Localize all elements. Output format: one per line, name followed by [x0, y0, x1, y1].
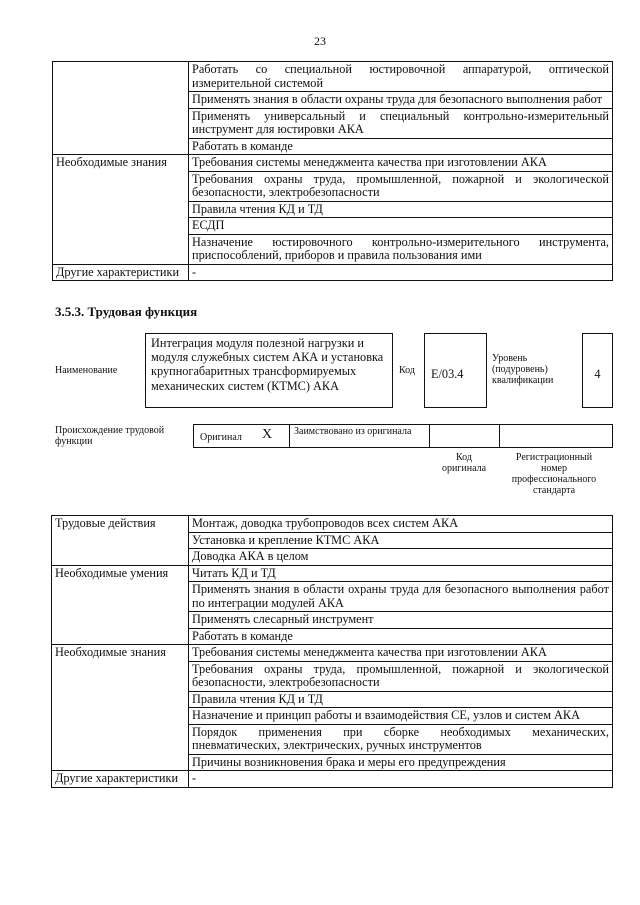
- requirement-item: Установка и крепление КТМС АКА: [189, 532, 613, 549]
- requirement-item: Требования охраны труда, промышленной, пожарной и экологической безопасности, электробезопасности: [189, 661, 613, 691]
- table-row: [53, 62, 613, 92]
- requirement-item: Работать со специальной юстировочной аппаратурой, оптической измерительной системой: [189, 62, 613, 92]
- requirement-item: Работать в команде: [189, 138, 613, 155]
- origin-row: [193, 424, 613, 448]
- code-caption: Код оригинала: [441, 452, 487, 474]
- page-number: 23: [314, 34, 326, 48]
- category-cell: Другие характеристики: [52, 771, 189, 788]
- level-label: Уровень (подуровень) квалификации: [492, 353, 554, 386]
- requirement-item: Доводка АКА в целом: [189, 549, 613, 566]
- requirement-item: Правила чтения КД и ТД: [189, 201, 613, 218]
- requirement-item: Порядок применения при сборке необходимых механических, пневматических, электрических, ручных инструментов: [189, 724, 613, 754]
- requirement-item: Работать в команде: [189, 628, 613, 645]
- section-heading: 3.5.3. Трудовая функция: [55, 304, 198, 319]
- category-cell: Трудовые действия: [52, 516, 189, 566]
- code-label: Код: [399, 365, 415, 376]
- table-row: [52, 645, 613, 662]
- borrowed-cell: [289, 424, 430, 448]
- original-label: Оригинал: [200, 432, 242, 443]
- requirement-item: Причины возникновения брака и меры его предупреждения: [189, 754, 613, 771]
- requirement-item: Требования системы менеджмента качества при изготовлении АКА: [189, 155, 613, 172]
- registration-number-cell: [499, 424, 613, 448]
- requirement-item: Требования системы менеджмента качества при изготовлении АКА: [189, 645, 613, 662]
- category-cell: [53, 62, 189, 155]
- registration-caption: Регистрационный номер профессионального стандарта: [511, 452, 597, 496]
- category-cell: Необходимые знания: [53, 155, 189, 265]
- requirement-item: Требования охраны труда, промышленной, пожарной и экологической безопасности, электробезопасности: [189, 171, 613, 201]
- requirement-item: Применять слесарный инструмент: [189, 612, 613, 629]
- requirement-item: Применять знания в области охраны труда для безопасного выполнения работ: [189, 92, 613, 109]
- borrowed-label: Заимствовано из оригинала: [294, 426, 412, 437]
- requirement-item: -: [189, 264, 613, 281]
- function-name-box: Интеграция модуля полезной нагрузки и модуля служебных систем АКА и установка крупногабаритных трансформируемых механических систем (КТМС) АКА: [145, 333, 393, 408]
- top-requirements-table: [52, 61, 613, 281]
- function-code-box: Е/03.4: [424, 333, 487, 408]
- requirement-item: Монтаж, доводка трубопроводов всех систем АКА: [189, 516, 613, 533]
- requirement-item: Назначение и принцип работы и взаимодействия СЕ, узлов и систем АКА: [189, 708, 613, 725]
- origin-label: Происхождение трудовой функции: [55, 425, 165, 447]
- requirement-item: Назначение юстировочного контрольно-измерительного инструмента, приспособлений, приборов и правила пользования ими: [189, 234, 613, 264]
- bottom-requirements-table: [51, 515, 613, 788]
- original-cell: [193, 424, 290, 448]
- name-label: Наименование: [55, 365, 118, 376]
- table-row: [52, 516, 613, 533]
- requirement-item: Правила чтения КД и ТД: [189, 691, 613, 708]
- table-row: [53, 155, 613, 172]
- original-code-cell: [429, 424, 500, 448]
- requirement-item: Читать КД и ТД: [189, 565, 613, 582]
- category-cell: Необходимые знания: [52, 645, 189, 771]
- table-row: [53, 264, 613, 281]
- category-cell: Необходимые умения: [52, 565, 189, 645]
- requirement-item: Применять универсальный и специальный контрольно-измерительный инструмент для юстировки АКА: [189, 108, 613, 138]
- level-value-box: 4: [582, 333, 613, 408]
- table-row: [52, 771, 613, 788]
- table-row: [52, 565, 613, 582]
- category-cell: Другие характеристики: [53, 264, 189, 281]
- requirement-item: ЕСДП: [189, 218, 613, 235]
- requirement-item: Применять знания в области охраны труда для безопасного выполнения работ по интеграции модулей АКА: [189, 582, 613, 612]
- original-mark: X: [262, 427, 273, 442]
- requirement-item: -: [189, 771, 613, 788]
